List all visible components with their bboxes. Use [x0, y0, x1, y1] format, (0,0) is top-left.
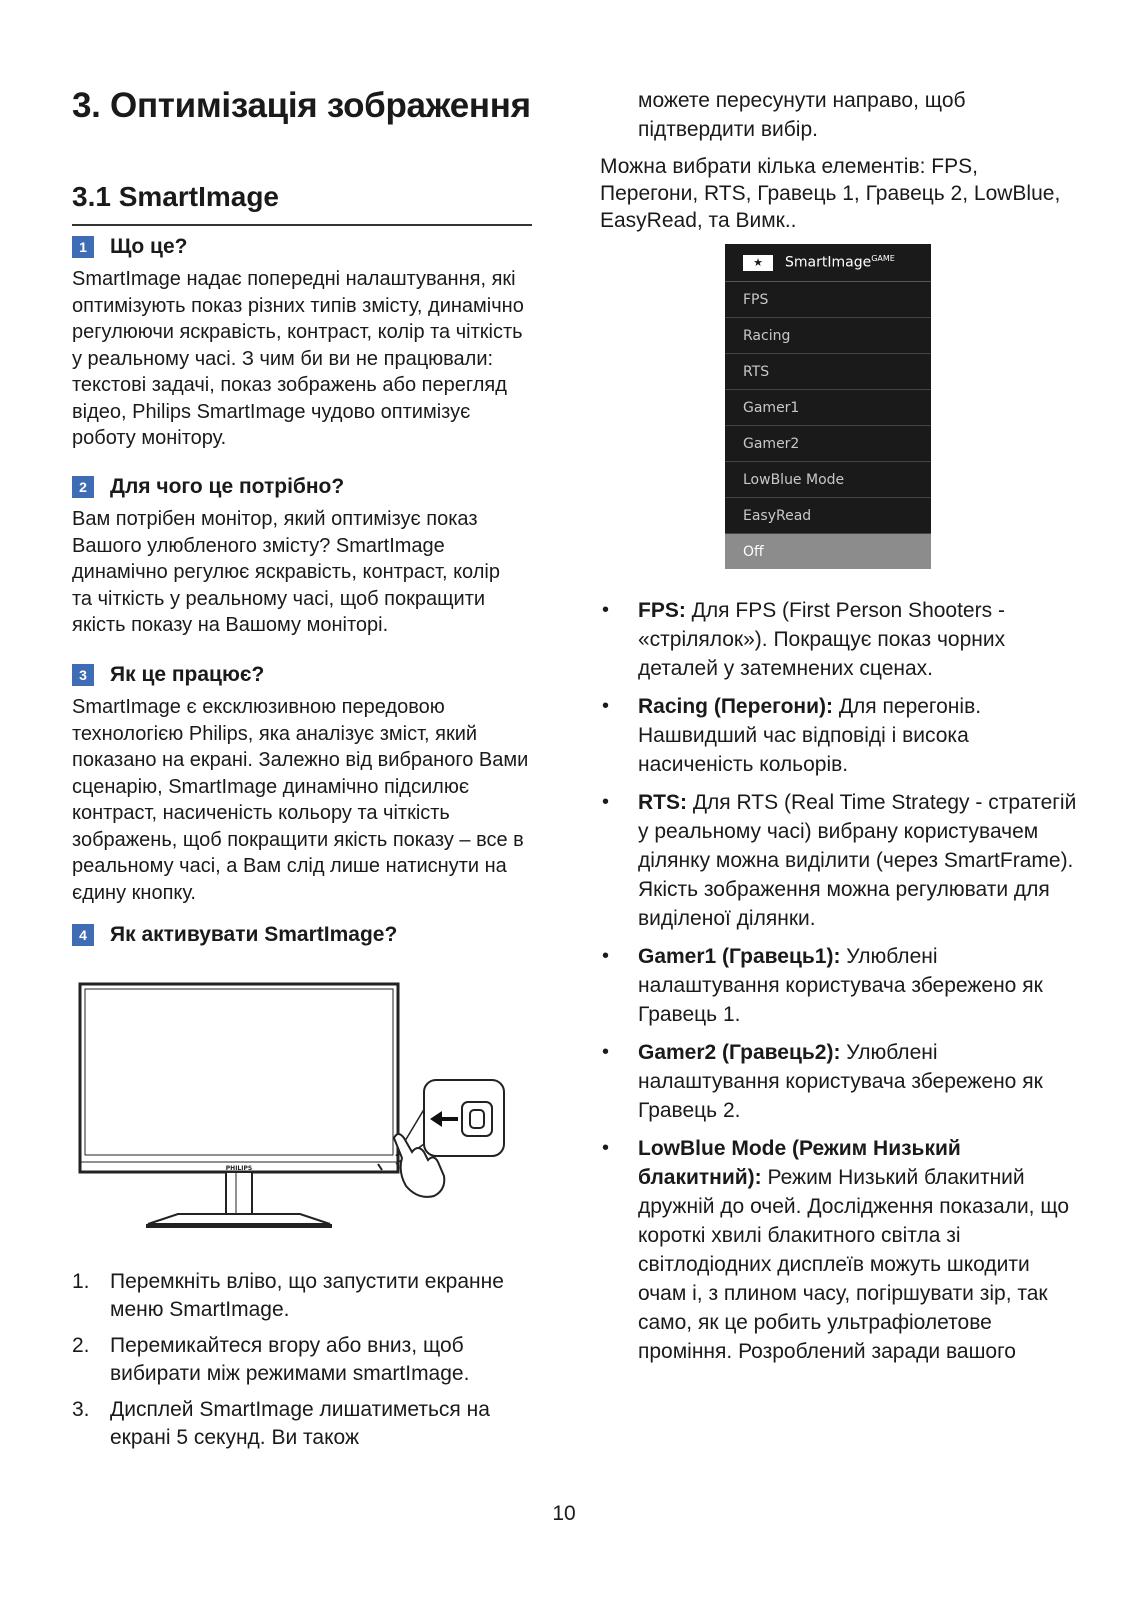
section-activate [72, 922, 542, 948]
osd-item-gamer2[interactable]: Gamer2 [725, 426, 931, 462]
section-title: Як це працює? [110, 663, 265, 686]
smartimage-osd-menu [725, 244, 931, 569]
section-what [72, 234, 542, 452]
osd-header [725, 244, 931, 282]
list-item: 1. Перемкніть вліво, що запустити екранне меню SmartImage. [72, 1270, 504, 1321]
osd-item-racing[interactable]: Racing [725, 318, 931, 354]
osd-item-rts[interactable]: RTS [725, 354, 931, 390]
osd-item-off[interactable]: Off [725, 534, 931, 569]
section-text: SmartImage надає попередні налаштування, які оптимізують показ різних типів змісту, динамічно регулюючи яскравість, контраст, колір та чіткість у реальному часі. З чим би ви не працювали: текстові задачі, показ зображень або перегляд відео, Philips SmartImage чудово оптимізує роботу монітору. [72, 268, 524, 449]
section-text: SmartImage є ексклюзивною передовою технологією Philips, яка аналізує зміст, який показано на екрані. Залежно від вибраного Вами сценарію, SmartImage динамічно підсилює контраст, насиченість кольору та чіткість зображень, щоб покращити якість показу – все в реальному часі, а Вам слід лише натиснути на єдину кнопку. [72, 696, 529, 904]
osd-title: SmartImage$^{GAME}$ [785, 254, 895, 271]
modes-list [600, 596, 1080, 1375]
section-number-badge: 4 [72, 924, 94, 946]
monitor-brand: PHILIPS [225, 1165, 253, 1172]
page-title: 3. Оптимізація зображення [72, 86, 531, 125]
section-text: Вам потрібен монітор, який оптимізує показ Вашого улюбленого змісту? SmartImage динамічно регулює яскравість, контраст, колір та чіткість у реальному часі, щоб покращити якість показу на Вашому моніторі. [72, 508, 500, 636]
section-how [72, 662, 542, 906]
page-number: 10 [552, 1502, 576, 1525]
osd-item-fps[interactable]: FPS [725, 282, 931, 318]
list-item: • Gamer2 (Гравець2): Улюблені налаштування користувача збережено як Гравець 2. [600, 1038, 1080, 1125]
list-item: • Gamer1 (Гравець1): Улюблені налаштування користувача збережено як Гравець 1. [600, 942, 1080, 1029]
step-continuation: можете пересунути направо, щоб підтвердити вибір. [638, 89, 966, 141]
list-item: • FPS: Для FPS (First Person Shooters - «стрілялок»). Покращує показ чорних деталей у затемнених сценах. [600, 596, 1080, 683]
section-number-badge: 2 [72, 476, 94, 498]
list-item: 2. Перемикайтеся вгору або вниз, щоб вибирати між режимами smartImage. [72, 1334, 470, 1385]
section-title: Для чого це потрібно? [110, 475, 345, 498]
list-item: 3. Дисплей SmartImage лишатиметься на екрані 5 секунд. Ви також [72, 1398, 490, 1449]
steps-list [72, 1268, 542, 1460]
section-why [72, 474, 542, 639]
osd-item-gamer1[interactable]: Gamer1 [725, 390, 931, 426]
section-title: Як активувати SmartImage? [110, 923, 398, 946]
osd-item-lowblue[interactable]: LowBlue Mode [725, 462, 931, 498]
section-title: Що це? [110, 235, 188, 258]
section-number-badge: 1 [72, 236, 94, 258]
section-subtitle: 3.1 SmartImage [72, 181, 279, 212]
star-icon: ★ [743, 255, 773, 271]
modes-intro: Можна вибрати кілька елементів: FPS, Перегони, RTS, Гравець 1, Гравець 2, LowBlue, EasyRead, та Вимк.. [600, 155, 1061, 232]
list-item: • Racing (Перегони): Для перегонів. Нашвидший час відповіді і висока насиченість кольорів. [600, 692, 1080, 779]
monitor-illustration [78, 982, 528, 1244]
section-number-badge: 3 [72, 664, 94, 686]
list-item: • RTS: Для RTS (Real Time Strategy - стратегій у реальному часі) вибрану користувачем ділянку можна виділити (через SmartFrame). Якість зображення можна регулювати для виділеної ділянки. [600, 788, 1080, 933]
osd-item-easyread[interactable]: EasyRead [725, 498, 931, 534]
subtitle-divider [72, 224, 532, 226]
list-item: • LowBlue Mode (Режим Низький блакитний): Режим Низький блакитний дружній до очей. Дослідження показали, що короткі хвилі блакитного світла зі світлодіодних дисплеїв можуть шкодити очам і, з плином часу, погіршувати зір, так само, як це робить ультрафіолетове проміння. Розроблений заради вашого [600, 1134, 1080, 1366]
